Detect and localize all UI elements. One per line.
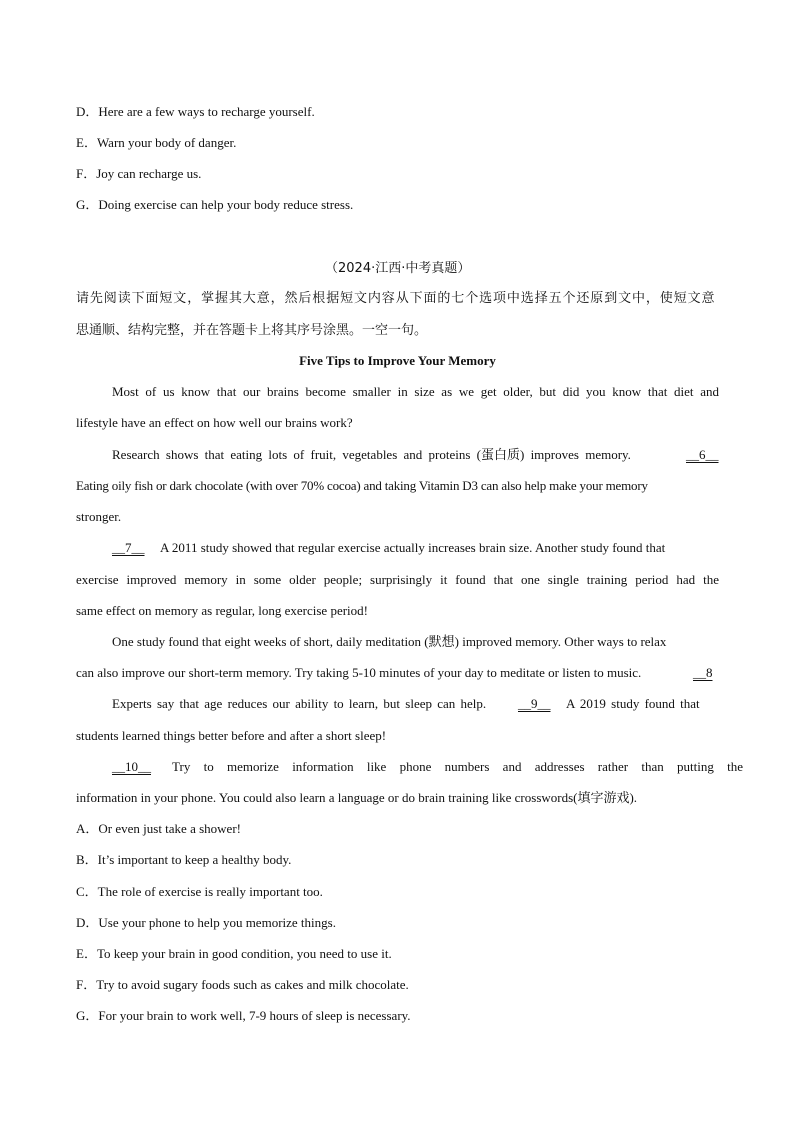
blank-9: __9__ — [518, 696, 551, 711]
source-label: （2024·江西·中考真题） — [325, 261, 471, 276]
option-f: F．Try to avoid sugary foods such as cakes and milk chocolate. — [76, 977, 409, 992]
blank-8: __8 — [693, 665, 713, 680]
blank-7: __7__ — [112, 540, 145, 555]
paragraph-3-line-1 — [112, 540, 666, 556]
paragraph-2-line-3: stronger. — [76, 509, 122, 524]
option-g: G．Doing exercise can help your body reduce stress. — [76, 197, 354, 212]
option-f: F．Joy can recharge us. — [76, 166, 202, 181]
paragraph-1-line-2: lifestyle have an effect on how well our brains work? — [76, 415, 353, 430]
paragraph-5-text: Experts say that age reduces our ability to learn, but sleep can help. — [112, 696, 487, 711]
paragraph-2-line-1 — [112, 447, 719, 463]
paragraph-6-line-1 — [112, 759, 743, 775]
paragraph-4-line-2 — [76, 665, 713, 681]
option-e: E．To keep your brain in good condition, you need to use it. — [76, 946, 392, 961]
option-b: B．It’s important to keep a healthy body. — [76, 852, 292, 867]
option-d: D．Here are a few ways to recharge yourself. — [76, 104, 315, 119]
paragraph-3-text: A 2011 study showed that regular exercise actually increases brain size. Another study found that — [160, 540, 666, 555]
instruction-line-1: 请先阅读下面短文，掌握其大意，然后根据短文内容从下面的七个选项中选择五个还原到文中，使短文意 — [76, 291, 716, 306]
paragraph-4-line-1: One study found that eight weeks of short, daily meditation (默想) improved memory. Other ways to relax — [112, 634, 667, 649]
paragraph-5-line-1 — [112, 696, 700, 712]
paragraph-2-line-2: Eating oily fish or dark chocolate (with over 70% cocoa) and taking Vitamin D3 can also help make your memory — [76, 478, 648, 493]
option-e: E．Warn your body of danger. — [76, 135, 237, 150]
paragraph-3-line-3: same effect on memory as regular, long exercise period! — [76, 603, 368, 618]
option-a: A．Or even just take a shower! — [76, 821, 241, 836]
option-g: G．For your brain to work well, 7-9 hours of sleep is necessary. — [76, 1008, 411, 1023]
blank-6: __6__ — [686, 447, 719, 462]
paragraph-4-text: can also improve our short-term memory. Try taking 5-10 minutes of your day to meditate or listen to music. — [76, 665, 642, 680]
paragraph-6-line-2: information in your phone. You could also learn a language or do brain training like crosswords(填字游戏). — [76, 790, 638, 805]
paragraph-2-text: Research shows that eating lots of fruit, vegetables and proteins (蛋白质) improves memory. — [112, 447, 631, 462]
option-d: D．Use your phone to help you memorize things. — [76, 915, 336, 930]
instruction-line-2: 思通顺、结构完整，并在答题卡上将其序号涂黑。一空一句。 — [76, 323, 428, 338]
paragraph-1-line-1: Most of us know that our brains become smaller in size as we get older, but did you know that diet and — [112, 384, 719, 399]
option-c: C．The role of exercise is really important too. — [76, 884, 323, 899]
paragraph-5-text-b: A 2019 study found that — [566, 696, 700, 711]
blank-10: __10__ — [112, 759, 151, 774]
paragraph-3-line-2: exercise improved memory in some older people; surprisingly it found that one single training period had the — [76, 572, 719, 587]
paragraph-5-line-2: students learned things better before and after a short sleep! — [76, 728, 387, 743]
paragraph-6-text: Try to memorize information like phone numbers and addresses rather than putting the — [172, 759, 743, 774]
passage-title: Five Tips to Improve Your Memory — [299, 353, 496, 368]
